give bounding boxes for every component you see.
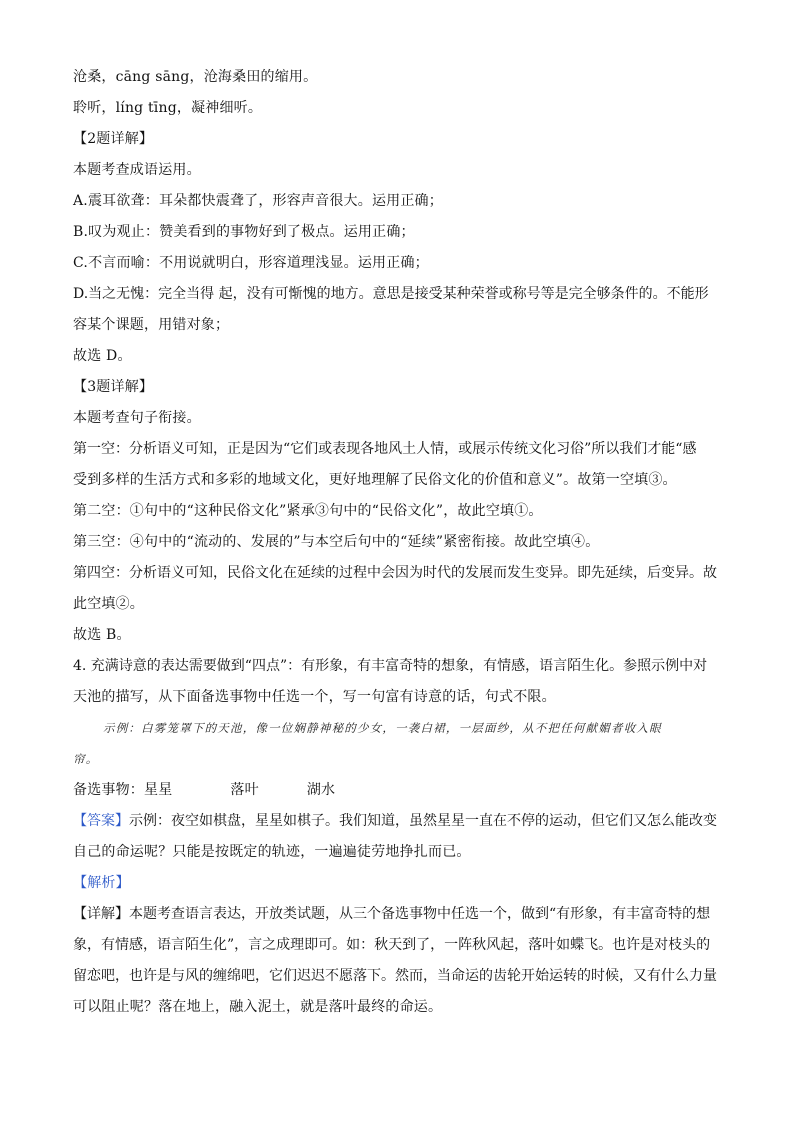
option-item: 落叶 xyxy=(230,782,259,798)
text-line: C.不言而喻：不用说就明白，形容道理浅显。运用正确； xyxy=(73,255,429,271)
detail-tag: 【详解】 xyxy=(73,906,129,922)
text-line: 留恋吧，也许是与风的缠绵吧，它们迟迟不愿落下。然而，当命运的齿轮开始运转的时候，又有什么力量 xyxy=(73,968,717,984)
question-text: 天池的描写，从下面备选事物中任选一个，写一句富有诗意的话，句式不限。 xyxy=(73,689,556,705)
section-heading: 【2题详解】 xyxy=(73,131,154,147)
option-item: 星星 xyxy=(144,782,173,798)
text-line: 第四空：分析语义可知，民俗文化在延续的过程中会因为时代的发展而发生变异。即先延续，后变异。故 xyxy=(73,565,717,581)
text-line: 第三空：④句中的“流动的、发展的”与本空后句中的“延续”紧密衔接。故此空填④。 xyxy=(73,534,600,550)
answer-text: 示例：夜空如棋盘，星星如棋子。我们知道，虽然星星一直在不停的运动，但它们又怎么能改变 xyxy=(129,813,717,829)
text-line: 聆听，líng tīng，凝神细听。 xyxy=(73,100,263,116)
section-heading: 【3题详解】 xyxy=(73,379,154,395)
text-line: 故选 B。 xyxy=(73,627,131,643)
text-line: 第一空：分析语义可知，正是因为“它们或表现各地风土人情，或展示传统文化习俗”所以我们才能“感 xyxy=(73,441,697,457)
example-text: 帘。 xyxy=(73,752,99,766)
text-line: 容某个课题，用错对象； xyxy=(73,317,230,333)
text-line: 自己的命运呢？只能是按既定的轨迹，一遍遍徒劳地挣扎而已。 xyxy=(73,844,471,860)
text-line: 此空填②。 xyxy=(73,596,144,612)
text-line: 象，有情感，语言陌生化”，言之成理即可。如：秋天到了，一阵秋风起，落叶如蝶飞。也许是对枝头的 xyxy=(73,937,711,953)
detail-text: 本题考查语言表达，开放类试题，从三个备选事物中任选一个，做到“有形象，有丰富奇特的想 xyxy=(129,906,711,922)
text-line: B.叹为观止：赞美看到的事物好到了极点。运用正确； xyxy=(73,224,415,240)
option-item: 湖水 xyxy=(306,782,336,798)
example-text: 示例：白雾笼罩下的天池，像一位娴静神秘的少女，一袭白裙，一层面纱，从不把任何献媚者收入眼 xyxy=(103,721,662,735)
options-label: 备选事物： xyxy=(73,782,144,798)
text-line: 故选 D。 xyxy=(73,348,132,364)
answer-tag: 【答案】 xyxy=(73,813,129,829)
detail-line xyxy=(73,899,723,930)
text-line: D.当之无愧：完全当得 起，没有可惭愧的地方。意思是接受某种荣誉或称号等是完全够条件的。不能形 xyxy=(73,286,709,302)
text-line: 受到多样的生活方式和多彩的地域文化，更好地理解了民俗文化的价值和意义”。故第一空填③。 xyxy=(73,472,677,488)
text-line: 本题考查句子衔接。 xyxy=(73,410,201,426)
text-line: 本题考查成语运用。 xyxy=(73,162,201,178)
text-line: A.震耳欲聋：耳朵都快震聋了，形容声音很大。运用正确； xyxy=(73,193,443,209)
document-page xyxy=(73,62,723,1023)
question-text: 4. 充满诗意的表达需要做到“四点”：有形象，有丰富奇特的想象，有情感，语言陌生化。参照示例中对 xyxy=(73,658,708,674)
answer-line xyxy=(73,806,723,837)
options-line xyxy=(73,775,723,806)
text-line: 第二空：①句中的“这种民俗文化”紧承③句中的“民俗文化”，故此空填①。 xyxy=(73,503,543,519)
text-line: 沧桑，cāng sāng，沧海桑田的缩用。 xyxy=(73,69,318,85)
text-line: 可以阻止呢？落在地上，融入泥土，就是落叶最终的命运。 xyxy=(73,999,443,1015)
analysis-tag: 【解析】 xyxy=(73,875,130,891)
